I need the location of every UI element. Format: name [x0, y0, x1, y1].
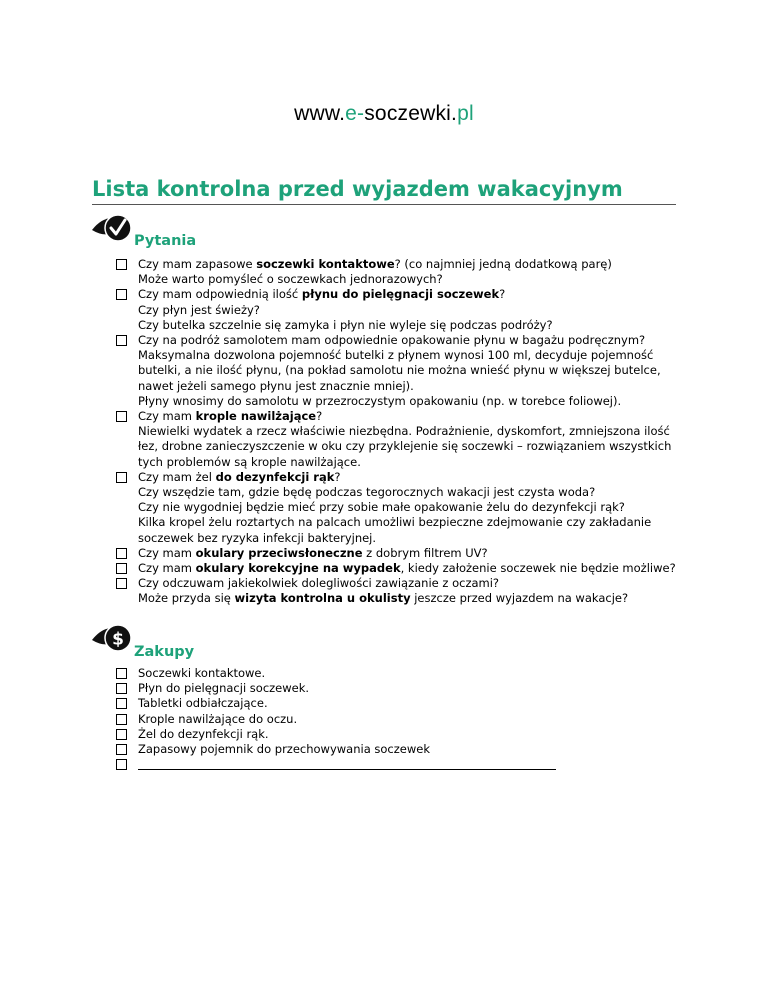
checklist-item — [116, 576, 676, 606]
checklist-item — [116, 546, 676, 561]
checkbox[interactable] — [116, 335, 127, 346]
checkbox[interactable] — [116, 744, 127, 755]
checkbox[interactable] — [116, 729, 127, 740]
emphasis-text: wizyta kontrolna u okulisty — [234, 591, 411, 606]
shopping-item — [116, 696, 556, 711]
checklist-item — [116, 409, 676, 470]
text-segment: Czy mam — [138, 409, 196, 424]
item-line — [138, 379, 676, 394]
item-line — [138, 591, 676, 606]
text-segment: ? — [499, 287, 506, 302]
emphasis-text: okulary przeciwsłoneczne — [195, 545, 363, 560]
logo-accent: e- — [345, 102, 365, 125]
shopping-item — [116, 681, 556, 696]
text-segment: Może warto pomyśleć o soczewkach jednorazowych? — [138, 272, 443, 287]
site-logo — [0, 102, 768, 126]
text-segment: Kilka kropel żelu roztartych na palcach umożliwi bezpieczne zdejmowanie czy zakładanie — [138, 515, 652, 530]
shopping-item — [116, 727, 556, 742]
text-segment: Czy butelka szczelnie się zamyka i płyn nie wyleje się podczas podróży? — [138, 317, 553, 332]
text-segment: Niewielki wydatek a rzecz właściwie niezbędna. Podrażnienie, dyskomfort, zmniejszona ilość — [138, 424, 670, 439]
text-segment: Czy płyn jest świeży? — [138, 302, 260, 317]
checkbox[interactable] — [116, 683, 127, 694]
shopping-list — [116, 666, 556, 772]
item-line — [138, 470, 676, 485]
emphasis-text: krople nawilżające — [195, 409, 317, 424]
checklist-item — [116, 257, 676, 287]
eye-check-icon — [90, 208, 134, 248]
text-segment: Czy nie wygodniej będzie mieć przy sobie małe opakowanie żelu do dezynfekcji rąk? — [138, 500, 625, 515]
item-line — [138, 515, 676, 530]
shopping-item-label: Soczewki kontaktowe. — [138, 666, 266, 680]
text-segment: Może przyda się — [138, 591, 235, 606]
item-line — [138, 287, 676, 302]
text-segment: ? — [334, 469, 341, 484]
item-line — [138, 333, 676, 348]
text-segment: Czy mam — [138, 561, 196, 576]
text-segment: Płyny wnosimy do samolotu w przezroczystym opakowaniu (np. w torebce foliowej). — [138, 393, 622, 408]
text-segment: Czy na podróż samolotem mam odpowiednie opakowanie płynu w bagażu podręcznym? — [138, 333, 646, 348]
item-line — [138, 272, 676, 287]
text-segment: ? (co najmniej jedną dodatkową parę) — [394, 257, 612, 271]
item-line — [138, 439, 676, 454]
item-line — [138, 303, 676, 318]
checkbox[interactable] — [116, 548, 127, 559]
checkbox[interactable] — [116, 563, 127, 574]
shopping-item-label: Zapasowy pojemnik do przechowywania soczewek — [138, 742, 431, 757]
text-segment: Czy mam zapasowe — [138, 257, 257, 271]
item-line — [138, 424, 676, 439]
emphasis-text: soczewki kontaktowe — [256, 257, 395, 271]
text-segment: butelki, a nie ilość płynu, (na pokład samolotu nie można wnieść płynu w większej butelce, — [138, 363, 661, 378]
checkbox[interactable] — [116, 714, 127, 725]
checkbox[interactable] — [116, 578, 127, 589]
shopping-item — [116, 666, 556, 681]
text-segment: z dobrym filtrem UV? — [362, 545, 488, 560]
item-line — [138, 500, 676, 515]
checklist-item — [116, 470, 676, 546]
checkbox[interactable] — [116, 668, 127, 679]
text-segment: , kiedy założenie soczewek nie będzie możliwe? — [400, 561, 676, 576]
text-segment: Czy mam żel — [138, 469, 216, 484]
page-title: Lista kontrolna przed wyjazdem wakacyjnym — [92, 177, 676, 205]
questions-title: Pytania — [134, 233, 197, 249]
item-line — [138, 455, 676, 470]
write-in-line[interactable] — [138, 757, 556, 770]
logo-suffix: pl — [457, 102, 474, 125]
shopping-item — [116, 742, 556, 757]
item-line — [138, 561, 676, 576]
checklist-item — [116, 561, 676, 576]
svg-text:$: $ — [112, 629, 124, 650]
checkbox[interactable] — [116, 289, 127, 300]
item-line — [138, 531, 676, 546]
item-line — [138, 576, 676, 591]
shopping-item-blank — [116, 757, 556, 772]
text-segment: Czy odczuwam jakiekolwiek dolegliwości zawiązanie z oczami? — [138, 576, 500, 591]
shopping-item-label: Żel do dezynfekcji rąk. — [138, 726, 269, 741]
questions-list — [116, 257, 676, 607]
logo-prefix: www. — [294, 102, 346, 125]
item-line — [138, 257, 676, 272]
shopping-item-label: Krople nawilżające do oczu. — [138, 711, 298, 726]
text-segment: Czy mam — [138, 545, 196, 560]
checkbox[interactable] — [116, 472, 127, 483]
checkbox[interactable] — [116, 759, 127, 770]
checklist-item — [116, 287, 676, 333]
item-line — [138, 318, 676, 333]
text-segment: jeszcze przed wyjazdem na wakacje? — [410, 591, 629, 606]
text-segment: Maksymalna dozwolona pojemność butelki z płynem wynosi 100 ml, decyduje pojemność — [138, 348, 654, 363]
eye-dollar-icon — [90, 616, 134, 660]
shopping-item-label: Tabletki odbiałczające. — [138, 696, 268, 711]
shopping-item-label: Płyn do pielęgnacji soczewek. — [138, 681, 310, 696]
item-line — [138, 348, 676, 363]
item-line — [138, 409, 676, 424]
shopping-title: Zakupy — [134, 644, 195, 660]
checkbox[interactable] — [116, 411, 127, 422]
emphasis-text: do dezynfekcji rąk — [215, 469, 335, 484]
text-segment: soczewek bez ryzyka infekcji bakteryjnej. — [138, 530, 377, 545]
emphasis-text: okulary korekcyjne na wypadek — [195, 561, 401, 576]
checklist-item — [116, 333, 676, 409]
text-segment: tych problemów są krople nawilżające. — [138, 454, 361, 469]
text-segment: łez, drobne zanieczyszczenie w oku czy przyklejenie się soczewki – rozwiązaniem wszystkich — [138, 439, 672, 454]
text-segment: Czy mam odpowiednią ilość — [138, 287, 302, 302]
logo-middle: soczewki. — [364, 102, 458, 125]
emphasis-text: płynu do pielęgnacji soczewek — [301, 287, 500, 302]
text-segment: nawet jeżeli samego płynu jest znacznie mniej). — [138, 378, 414, 393]
item-line — [138, 546, 676, 561]
checkbox[interactable] — [116, 698, 127, 709]
item-line — [138, 363, 676, 378]
item-line — [138, 485, 676, 500]
item-line — [138, 394, 676, 409]
checkbox[interactable] — [116, 259, 127, 270]
text-segment: Czy wszędzie tam, gdzie będę podczas tegorocznych wakacji jest czysta woda? — [138, 485, 596, 500]
shopping-item — [116, 712, 556, 727]
text-segment: ? — [316, 409, 323, 424]
